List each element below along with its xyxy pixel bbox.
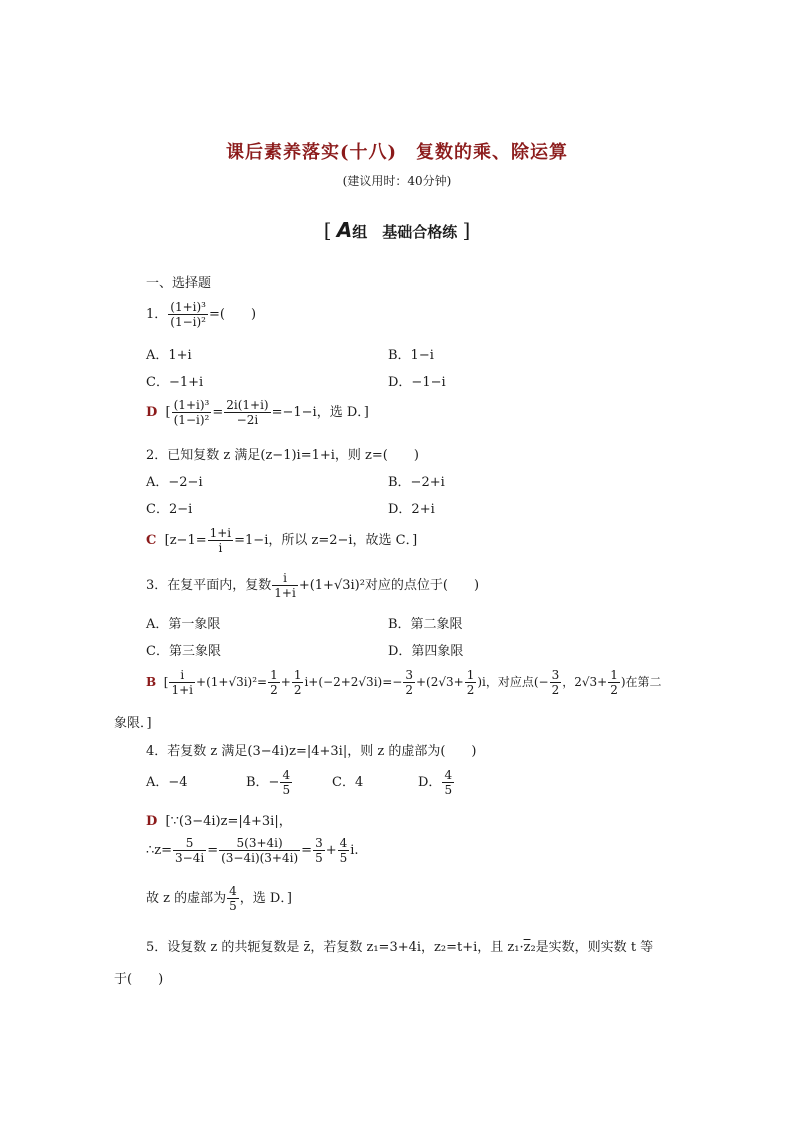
q1-option-b: B．1−i — [388, 348, 434, 363]
q4-option-a: A．−4 — [146, 775, 188, 790]
question-2: 2．已知复数 z 满足(z−1)i=1+i，则 z=( ) — [146, 448, 419, 463]
question-3: 3．在复平面内，复数 $\frac{i}{1+i}$ +(1+√3i)²对应的点位于( ) — [146, 571, 480, 600]
q3-option-b: B．第二象限 — [388, 617, 463, 632]
q1-option-c: C．−1+i — [146, 375, 204, 390]
q2-option-c: C．2−i — [146, 502, 193, 517]
question-5: 5．设复数 z 的共轭复数是 z̄，若复数 z₁=3+4i，z₂=t+i，且 $z_1\cdot\overline{z}_2$是实数，则实数 t 等 — [146, 940, 654, 955]
q3-option-d: D．第四象限 — [388, 644, 464, 659]
question-4: 4．若复数 z 满足(3−4i)z=|4+3i|，则 z 的虚部为( ) — [146, 744, 477, 759]
question-1: 1． $\frac{\text{(1+i)³}}{\text{(1−i)²}}$ =( ) — [146, 300, 257, 329]
q2-option-b: B．−2+i — [388, 475, 445, 490]
q4-options — [146, 768, 455, 797]
suggested-time: (建议用时：40分钟) — [342, 174, 452, 188]
q3-solution: B [ $\frac{i}{1+i}$ +(1+√3i)²= $\frac{1}{2}$ + $\frac{1}{2}$ i+(−2+2√3i)=− $\frac{3}{2}$ +(2√3+ $\frac{1}{2}$ )i，对应点(− $\frac{3}{2}$ ，2√3+ $\frac{1}{2}$ )在第二 — [146, 668, 662, 697]
q2-solution: C [z−1= $\frac{1+i}{i}$ =1−i，所以 z=2−i，故选 C．] — [146, 526, 418, 555]
q4-solution-line3: 故 z 的虚部为 $\frac{4}{5}$ ，选 D．] — [146, 884, 292, 913]
section-heading: 一、选择题 — [146, 276, 212, 291]
q4-solution-line1: D [∵(3−4i)z=|4+3i|， — [146, 814, 292, 829]
q4-option-d: D． $\frac{4}{5}$ — [418, 768, 453, 797]
q2-answer: C — [146, 533, 157, 548]
q2-option-a: A．−2−i — [146, 475, 203, 490]
q3-solution-cont: 象限．] — [114, 716, 152, 731]
q1-solution: D [ $\frac{\text{(1+i)³}}{\text{(1−i)²}}$ = $\frac{2i(1+i)}{-2i}$ =−1−i，选 D．] — [146, 398, 369, 427]
q1-answer: D — [146, 405, 158, 420]
q1-option-d: D．−1−i — [388, 375, 446, 390]
q3-option-a: A．第一象限 — [146, 617, 221, 632]
group-label: 组 基础合格练 — [352, 223, 458, 241]
q4-option-b: B．− $\frac{4}{5}$ — [246, 768, 291, 797]
q3-answer: B — [146, 675, 157, 689]
group-letter: A — [336, 218, 353, 242]
q4-option-c: C．4 — [332, 775, 364, 790]
q2-option-d: D．2+i — [388, 502, 435, 517]
page-title: 课后素养落实(十八) 复数的乘、除运算 — [225, 142, 569, 163]
q4-answer: D — [146, 814, 158, 829]
q4-solution-line2: ∴z= $\frac{5}{3-4i}$ = $\frac{5(3+4i)}{(3-4i)(3+4i)}$ = $\frac{3}{5}$ + $\frac{4}{5}$ i. — [146, 836, 359, 865]
group-heading: [ A组 基础合格练 ] — [323, 218, 471, 242]
q1-option-a: A．1+i — [146, 348, 192, 363]
question-5-cont: 于( ) — [114, 972, 164, 987]
q3-option-c: C．第三象限 — [146, 644, 221, 659]
